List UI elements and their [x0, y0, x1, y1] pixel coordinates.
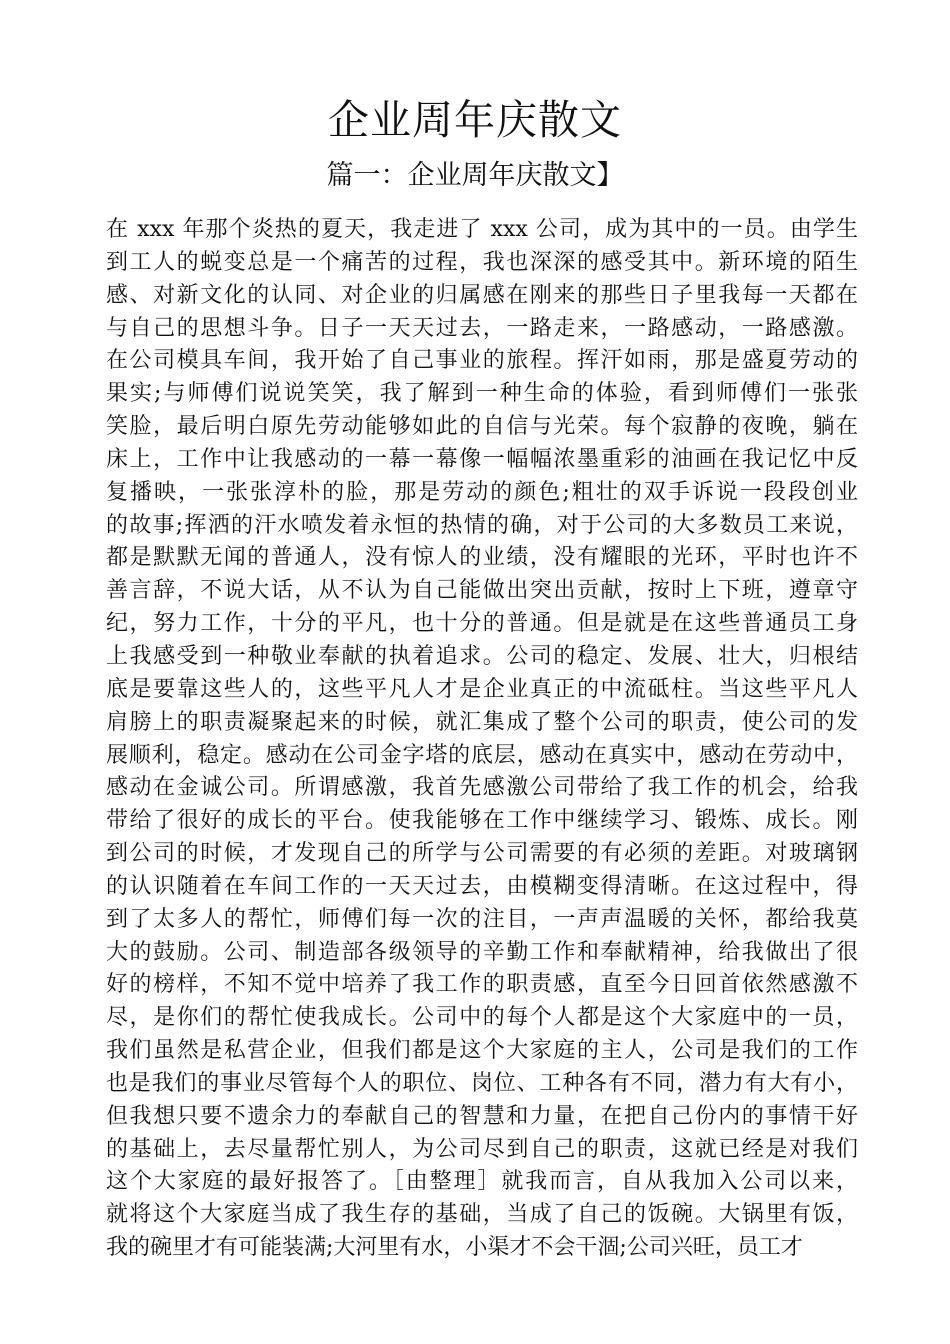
body-line: 上我感受到一种敬业奉献的执着追求。公司的稳定、发展、壮大，归根结 — [106, 643, 858, 669]
body-line: 就将这个大家庭当成了我生存的基础，当成了自己的饭碗。大锅里有饭， — [106, 1202, 858, 1228]
body-line: 我们虽然是私营企业，但我们都是这个大家庭的主人，公司是我们的工作 — [106, 1038, 858, 1064]
body-line: 带给了很好的成长的平台。使我能够在工作中继续学习、锻炼、成长。刚 — [106, 808, 858, 834]
body-line: 与自己的思想斗争。日子一天天过去，一路走来，一路感动，一路感激。 — [106, 315, 858, 341]
body-line: 在 xxx 年那个炎热的夏天，我走进了 xxx 公司，成为其中的一员。由学生 — [106, 217, 858, 242]
body-line: 到公司的时候，才发现自己的所学与公司需要的有必须的差距。对玻璃钢 — [106, 841, 858, 867]
body-line: 笑脸，最后明白原先劳动能够如此的自信与光荣。每个寂静的夜晚，躺在 — [106, 414, 858, 440]
body-line: 到了太多人的帮忙，师傅们每一次的注目，一声声温暖的关怀，都给我莫 — [106, 906, 858, 932]
body-line: 复播映，一张张淳朴的脸，那是劳动的颜色;粗壮的双手诉说一段段创业 — [106, 479, 858, 505]
body-line: 我的碗里才有可能装满;大河里有水，小渠才不会干涸;公司兴旺，员工才 — [106, 1235, 803, 1261]
body-line: 大的鼓励。公司、制造部各级领导的辛勤工作和奉献精神，给我做出了很 — [106, 939, 858, 965]
body-line: 底是要靠这些人的，这些平凡人才是企业真正的中流砥柱。当这些平凡人 — [106, 676, 858, 702]
body-line: 这个大家庭的最好报答了。［由整理］就我而言，自从我加入公司以来， — [106, 1169, 858, 1195]
body-line: 的基础上，去尽量帮忙别人，为公司尽到自己的职责，这就已经是对我们 — [106, 1136, 858, 1162]
body-line: 在公司模具车间，我开始了自己事业的旅程。挥汗如雨，那是盛夏劳动的 — [106, 348, 858, 374]
body-line: 展顺利，稳定。感动在公司金字塔的底层，感动在真实中，感动在劳动中， — [106, 742, 858, 768]
body-line: 的认识随着在车间工作的一天天过去，由模糊变得清晰。在这过程中，得 — [106, 873, 858, 899]
body-line: 尽，是你们的帮忙使我成长。公司中的每个人都是这个大家庭中的一员， — [106, 1005, 858, 1031]
body-line: 纪，努力工作，十分的平凡，也十分的普通。但是就是在这些普通员工身 — [106, 611, 858, 637]
body-line: 感、对新文化的认同、对企业的归属感在刚来的那些日子里我每一天都在 — [106, 282, 858, 308]
body-line: 感动在金诚公司。所谓感激，我首先感激公司带给了我工作的机会，给我 — [106, 775, 858, 801]
body-line: 到工人的蜕变总是一个痛苦的过程，我也深深的感受其中。新环境的陌生 — [106, 249, 858, 275]
body-line: 果实;与师傅们说说笑笑，我了解到一种生命的体验，看到师傅们一张张 — [106, 381, 858, 407]
document-title: 企业周年庆散文 — [328, 96, 622, 144]
body-line: 善言辞，不说大话，从不认为自己能做出突出贡献，按时上下班，遵章守 — [106, 578, 858, 604]
document-body — [106, 214, 858, 1265]
body-line: 但我想只要不遗余力的奉献自己的智慧和力量，在把自己份内的事情干好 — [106, 1103, 858, 1129]
document-subtitle: 篇一：企业周年庆散文】 — [326, 160, 624, 191]
body-line: 的故事;挥洒的汗水喷发着永恒的热情的确，对于公司的大多数员工来说， — [106, 512, 858, 538]
body-line: 也是我们的事业尽管每个人的职位、岗位、工种各有不同，潜力有大有小， — [106, 1070, 858, 1096]
body-line: 都是默默无闻的普通人，没有惊人的业绩，没有耀眼的光环，平时也许不 — [106, 545, 858, 571]
body-line: 床上，工作中让我感动的一幕一幕像一幅幅浓墨重彩的油画在我记忆中反 — [106, 446, 858, 472]
body-line: 好的榜样，不知不觉中培养了我工作的职责感，直至今日回首依然感激不 — [106, 972, 858, 998]
body-line: 肩膀上的职责凝聚起来的时候，就汇集成了整个公司的职责，使公司的发 — [106, 709, 858, 735]
